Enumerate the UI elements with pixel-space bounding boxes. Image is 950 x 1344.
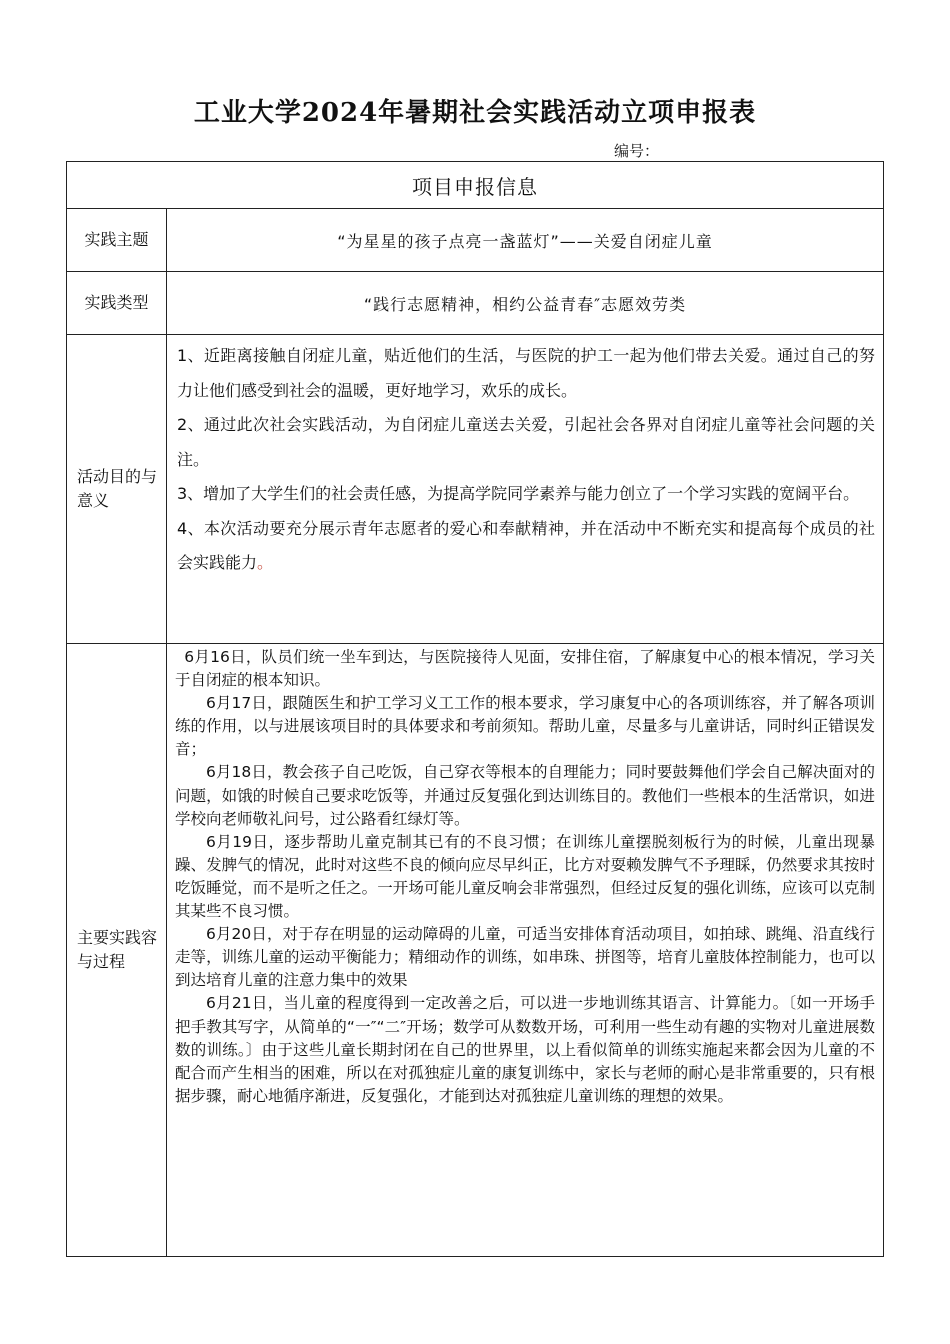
- content-paragraph: 6月18日，教会孩子自己吃饭，自己穿衣等根本的自理能力；同时要鼓舞他们学会自己解决面对的问题，如饿的时候自己要求吃饭等，并通过反复强化到达训练目的。教他们一些根本的生活常识，如进学校向老师敬礼问号，过公路看红绿灯等。: [175, 763, 875, 828]
- purpose-cell: [167, 335, 884, 644]
- section-title: 项目申报信息: [67, 162, 884, 209]
- content-paragraph: 6月19日，逐步帮助儿童克制其已有的不良习惯；在训练儿童摆脱刻板行为的时候，儿童出现暴躁、发脾气的情况，此时对这些不良的倾向应尽早纠正，比方对耍赖发脾气不予理睬，仍然要求其按时吃饭睡觉，而不是听之任之。一开场可能儿童反响会非常强烈，但经过反复的强化训练，应该可以克制其某些不良习惯。: [175, 832, 875, 921]
- content-paragraph: 6月16日，队员们统一坐车到达，与医院接待人见面，安排住宿，了解康复中心的根本情况，学习关于自闭症的根本知识。: [175, 648, 875, 690]
- section-header-row: [67, 162, 884, 209]
- purpose-item: 2、通过此次社会实践活动，为自闭症儿童送去关爱，引起社会各界对自闭症儿童等社会问题的关注。: [177, 415, 875, 469]
- purpose-item: 1、近距离接触自闭症儿童，贴近他们的生活，与医院的护工一起为他们带去关爱。通过自己的努力让他们感受到社会的温暖，更好地学习，欢乐的成长。: [177, 346, 875, 400]
- purpose-last-punct: 。: [257, 553, 274, 572]
- content-paragraph: 6月17日，跟随医生和护工学习义工工作的根本要求，学习康复中心的各项训练容，并了解各项训练的作用，以与进展该项目时的具体要求和考前须知。帮助儿童，尽量多与儿童讲话，同时纠正错误发音；: [175, 694, 875, 759]
- content-paragraph: 6月20日，对于存在明显的运动障碍的儿童，可适当安排体育活动项目，如拍球、跳绳、沿直线行走等，训练儿童的运动平衡能力；精细动作的训练，如串珠、拼图等，培育儿童肢体控制能力，也可以到达培育儿童的注意力集中的效果: [175, 925, 875, 990]
- application-form-table: [66, 161, 884, 1257]
- page-title: 工业大学2024年暑期社会实践活动立项申报表: [193, 98, 757, 128]
- purpose-row: [67, 335, 884, 644]
- purpose-item: [177, 512, 875, 581]
- serial-number: [614, 140, 719, 161]
- purpose-label: 活动目的与意义: [67, 335, 167, 644]
- purpose-item: 3、增加了大学生们的社会责任感，为提高学院同学素养与能力创立了一个学习实践的宽阔平台。: [177, 484, 860, 503]
- serial-label: 编号：: [614, 142, 660, 160]
- topic-label: 实践主题: [67, 209, 167, 272]
- type-label: 实践类型: [67, 272, 167, 335]
- content-label: 主要实践容与过程: [67, 644, 167, 1257]
- content-row: [67, 644, 884, 1257]
- topic-row: [67, 209, 884, 272]
- content-paragraph: 6月21日，当儿童的程度得到一定改善之后，可以进一步地训练其语言、计算能力。〔如一开场手把手教其写字，从简单的“一″“二″开场；数学可从数数开场，可利用一些生动有趣的实物对儿童进展数数的训练。〕由于这些儿童长期封闭在自己的世界里，以上看似简单的训练实施起来都会因为儿童的不配合而产生相当的困难，所以在对孤独症儿童的康复训练中，家长与老师的耐心是非常重要的，只有根据步骤，耐心地循序渐进，反复强化，才能到达对孤独症儿童训练的理想的效果。: [175, 994, 875, 1105]
- purpose-item-text: 4、本次活动要充分展示青年志愿者的爱心和奉献精神，并在活动中不断充实和提高每个成员的社会实践能力: [177, 518, 875, 572]
- type-value: “践行志愿精神，相约公益青春″志愿效劳类: [167, 272, 884, 335]
- topic-value: “为星星的孩子点亮一盏蓝灯”——关爱自闭症儿童: [167, 209, 884, 272]
- type-row: [67, 272, 884, 335]
- content-cell: [167, 644, 884, 1257]
